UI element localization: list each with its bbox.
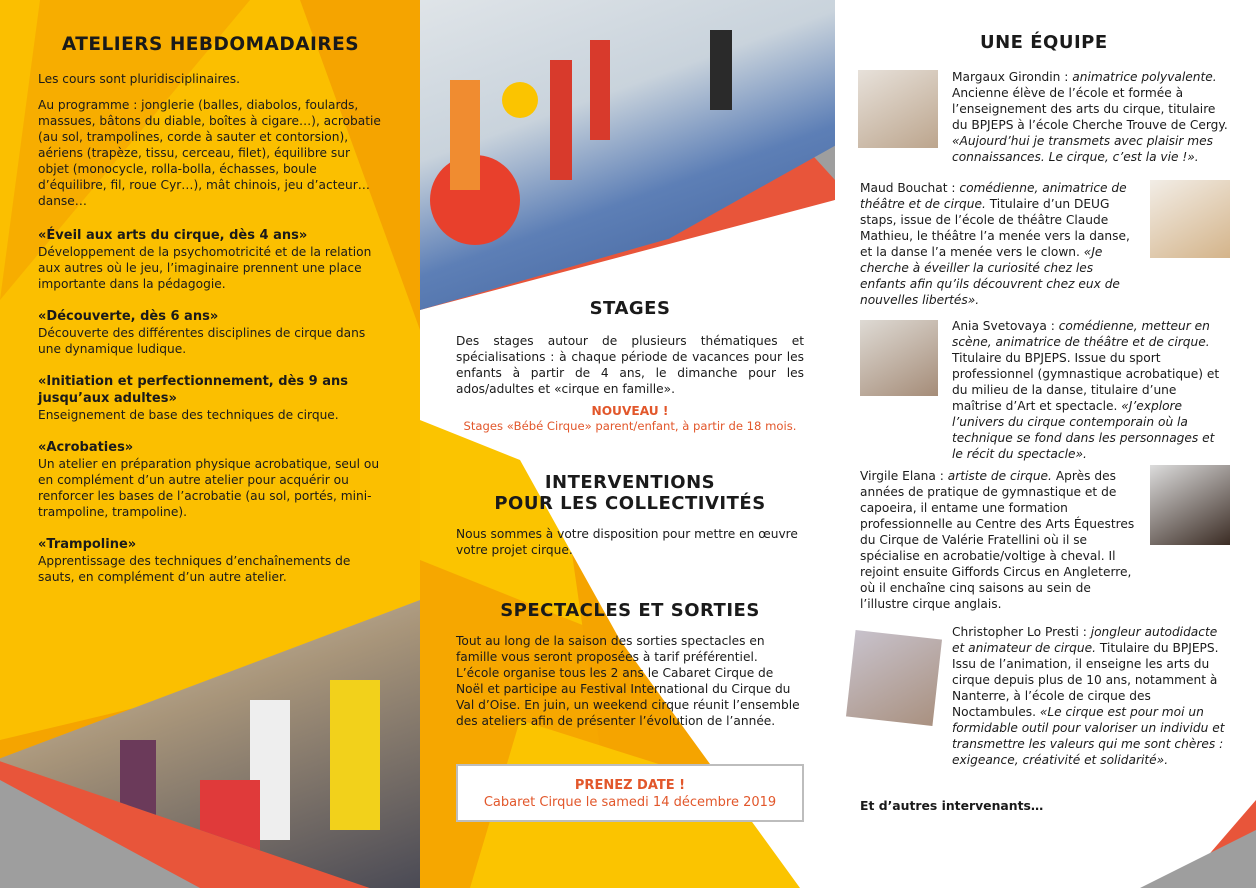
member-margaux	[952, 69, 1228, 165]
atelier-item	[38, 373, 383, 423]
christopher-photo	[846, 630, 942, 726]
ania-photo	[860, 320, 938, 396]
member-text: Titulaire du BPJEPS. Issue du sport professionnel (gymnastique acrobatique) et du milieu de la danse, titulaire d’une maîtrise d’Art et spectacle.	[952, 351, 1220, 413]
stages-title: STAGES	[589, 298, 671, 319]
interventions-text: Nous sommes à votre disposition pour mettre en œuvre votre projet cirque.	[456, 527, 798, 557]
member-text: Titulaire d’un DEUG staps, issue de l’école de théâtre Claude Mathieu, le théâtre l’a menée vers la danse, et la danse l’a menée vers le clown.	[860, 197, 1130, 259]
atelier-title: «Trampoline»	[38, 537, 137, 552]
member-role: comédienne, metteur en scène, animatrice de théâtre et de cirque.	[952, 319, 1210, 349]
atelier-title: «Acrobaties»	[38, 440, 134, 455]
ateliers-title: ATELIERS HEBDOMADAIRES	[61, 34, 360, 55]
member-name: Maud Bouchat :	[860, 181, 956, 195]
equipe-title: UNE ÉQUIPE	[980, 32, 1108, 53]
spectacles-section	[456, 600, 804, 729]
atelier-title: «Éveil aux arts du cirque, dès 4 ans»	[38, 228, 308, 243]
atelier-title: «Découverte, dès 6 ans»	[38, 309, 219, 324]
atelier-item	[38, 536, 383, 585]
member-quote: «J’explore l’univers du cirque contemporain où la technique se fond dans les personnages et le récit du spectacle».	[952, 399, 1215, 461]
date-box	[456, 764, 804, 822]
member-role: artiste de cirque.	[947, 469, 1052, 483]
member-name: Ania Svetovaya :	[952, 319, 1055, 333]
maud-photo	[1150, 180, 1230, 258]
member-name: Margaux Girondin :	[952, 70, 1069, 84]
member-name: Virgile Elana :	[860, 469, 944, 483]
atelier-item	[38, 227, 383, 292]
ateliers-programme: Au programme : jonglerie (balles, diabolos, foulards, massues, bâtons du diable, boîtes à cigare…), acrobatie (au sol, trampolines, corde à sauter et contorsion), aériens (trapèze, tissu, cerceau, filet), équilibre sur objet (monocycle, rolla-bolla, échasses, boule d’équilibre, fil, roue Cyr…), mât chinois, jeu d’acteur… danse…	[38, 98, 381, 208]
member-quote: «Je cherche à éveiller la curiosité chez les enfants afin qu’ils découvrent chez eux de nouvelles libertés».	[860, 245, 1120, 307]
atelier-text: Enseignement de base des techniques de cirque.	[38, 408, 339, 422]
stages-new-text: Stages «Bébé Cirque» parent/enfant, à partir de 18 mois.	[463, 419, 797, 433]
stages-section	[456, 298, 804, 434]
spectacles-title: SPECTACLES ET SORTIES	[500, 600, 760, 621]
member-maud	[860, 180, 1136, 308]
ateliers-intro: Les cours sont pluridisciplinaires.	[38, 72, 240, 86]
spectacles-text: Tout au long de la saison des sorties spectacles en famille vous seront proposées à tarif préférentiel. L’école organise tous les 2 ans le Cabaret Cirque de Noël et participe au Festival International du Cirque du Val d’Oise. En juin, un weekend cirque réunit l’ensemble des ateliers afin de présenter l’évolution de l’année.	[456, 634, 800, 728]
member-role: jongleur autodidacte et animateur de cirque.	[952, 625, 1218, 655]
member-text: Ancienne élève de l’école et formée à l’enseignement des arts du cirque, titulaire du BPJEPS à l’école Cherche Trouve de Cergy.	[952, 86, 1228, 132]
atelier-text: Un atelier en préparation physique acrobatique, seul ou en complément d’un autre atelier pour acquérir ou renforcer les bases de l’acrobatie (au sol, portés, mini-trampoline, trampoline).	[38, 457, 380, 519]
atelier-text: Apprentissage des techniques d’enchaînements de sauts, en complément d’un autre atelier.	[38, 554, 351, 584]
interventions-title-line2: POUR LES COLLECTIVITÉS	[494, 493, 766, 514]
member-quote: «Le cirque est pour moi un formidable outil pour valoriser un individu et transmettre les valeurs qui me sont chères : exigeance, créativité et solidarité».	[952, 705, 1225, 767]
member-name: Christopher Lo Presti :	[952, 625, 1087, 639]
ateliers-column	[38, 34, 383, 585]
atelier-title: «Initiation et perfectionnement, dès 9 ans jusqu’aux adultes»	[38, 374, 348, 406]
member-quote: «Aujourd’hui je transmets avec plaisir mes connaissances. Le cirque, c’est la vie !».	[952, 134, 1214, 164]
member-text: Après des années de pratique de gymnastique et de capoeira, il entame une formation professionnelle au Centre des Arts Équestres du Cirque de Valérie Fratellini où il se spécialise en acrobatie/voltige à cheval. Il rejoint ensuite Giffords Circus en Angleterre, où il enchaîne cinq saisons au sein de l’illustre cirque anglais.	[860, 469, 1135, 611]
virgile-photo	[1150, 465, 1230, 545]
date-text: Cabaret Cirque le samedi 14 décembre 2019	[483, 795, 777, 810]
atelier-item	[38, 308, 383, 357]
equipe-others: Et d’autres intervenants…	[860, 798, 1044, 813]
member-virgile	[860, 468, 1136, 612]
interventions-section	[456, 472, 804, 558]
stages-text: Des stages autour de plusieurs thématiques et spécialisations : à chaque période de vacances pour les enfants à partir de 4 ans, le dimanche pour les ados/adultes et «cirque en famille».	[456, 334, 804, 396]
stages-new-label: NOUVEAU !	[591, 404, 669, 418]
member-text: Titulaire du BPJEPS. Issu de l’animation, il enseigne les arts du cirque depuis plus de 10 ans, notamment à Nanterre, à l’école de cirque des Noctambules.	[952, 641, 1219, 719]
date-label: PRENEZ DATE !	[574, 778, 686, 793]
atelier-text: Développement de la psychomotricité et de la relation aux autres où le jeu, l’imaginaire prennent une place importante dans la pédagogie.	[38, 245, 372, 291]
member-role: animatrice polyvalente.	[1072, 70, 1217, 84]
member-role: comédienne, animatrice de théâtre et de cirque.	[860, 181, 1127, 211]
member-ania	[952, 318, 1228, 462]
interventions-title-line1: INTERVENTIONS	[544, 472, 716, 493]
atelier-text: Découverte des différentes disciplines de cirque dans une dynamique ludique.	[38, 326, 366, 356]
atelier-item	[38, 439, 383, 520]
member-christopher	[952, 624, 1228, 768]
margaux-photo	[858, 70, 938, 148]
